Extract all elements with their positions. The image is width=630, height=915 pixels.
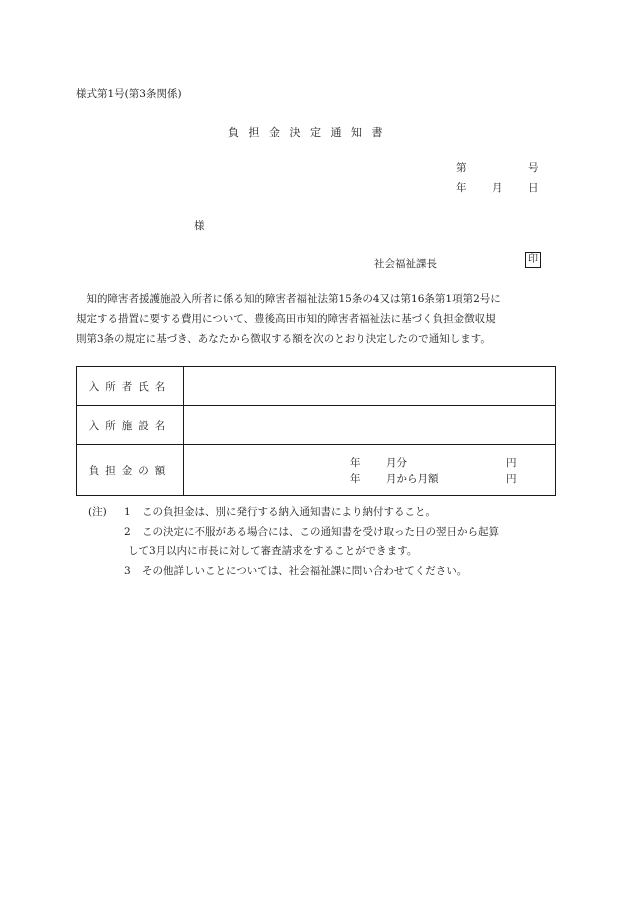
facility-name-field xyxy=(184,406,556,445)
amount-year: 年 xyxy=(350,457,361,469)
title-char: 書 xyxy=(371,126,383,139)
amount-yen: 円 xyxy=(506,473,517,485)
seal-mark: 印 xyxy=(525,252,541,268)
note-text: して3月以内に市長に対して審査請求をすることができます。 xyxy=(128,545,418,557)
form-number: 様式第1号(第3条関係) xyxy=(76,88,182,100)
table-row xyxy=(77,406,556,445)
amount-from-month: 月から月額 xyxy=(386,473,439,485)
row-label: 負担金の額 xyxy=(77,445,184,496)
title-char: 定 xyxy=(310,126,321,139)
note-text: この負担金は、別に発行する納入通知書により納付すること。 xyxy=(142,506,436,518)
date-year: 年 xyxy=(456,182,467,194)
number-prefix: 第 xyxy=(456,162,467,174)
title-char: 通 xyxy=(330,126,342,139)
date-day: 日 xyxy=(528,182,539,194)
note-number: 1 xyxy=(124,506,131,518)
title-char: 負 xyxy=(228,126,239,139)
number-suffix: 号 xyxy=(528,162,539,174)
body-line: 規定する措置に要する費用について、豊後高田市知的障害者福祉法に基づく負担金徴収規 xyxy=(76,313,496,325)
row-label: 入所施設名 xyxy=(77,406,184,445)
amount-yen: 円 xyxy=(506,457,517,469)
table-row xyxy=(77,367,556,406)
body-line: 則第3条の規定に基づき、あなたから徴収する額を次のとおり決定したので通知します。 xyxy=(76,333,491,345)
note-text: その他詳しいことについては、社会福祉課に問い合わせてください。 xyxy=(142,564,468,577)
sender-title: 社会福祉課長 xyxy=(374,258,437,270)
note-number: 2 xyxy=(124,525,131,538)
note-text: この決定に不服がある場合には、この通知書を受け取った日の翌日から起算 xyxy=(142,525,499,538)
title-char: 知 xyxy=(351,126,362,139)
amount-year: 年 xyxy=(350,473,361,485)
title-char: 決 xyxy=(289,126,301,139)
note-number: 3 xyxy=(124,564,131,577)
body-paragraph xyxy=(76,289,560,349)
table-row xyxy=(77,445,556,496)
amount-month-part: 月分 xyxy=(386,457,407,469)
title-char: 担 xyxy=(248,126,260,139)
row-label: 入所者氏名 xyxy=(77,367,184,406)
document-title xyxy=(228,124,392,140)
amount-field xyxy=(184,445,556,496)
info-table xyxy=(76,366,556,496)
title-char: 金 xyxy=(269,126,280,139)
resident-name-field xyxy=(184,367,556,406)
body-line: 知的障害者援護施設入所者に係る知的障害者福祉法第15条の4又は第16条第1項第2号に xyxy=(86,293,501,305)
note-prefix: (注) xyxy=(88,506,107,518)
date-month: 月 xyxy=(492,182,503,194)
recipient-honorific: 様 xyxy=(194,220,205,232)
